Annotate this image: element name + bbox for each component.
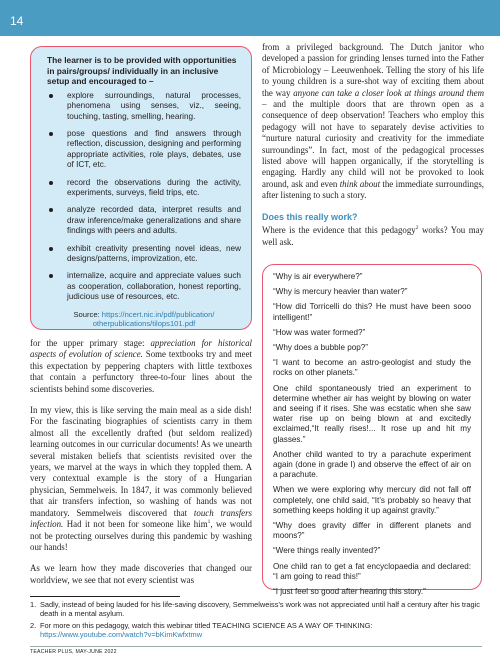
paragraph [30, 405, 252, 553]
bullet-icon [49, 94, 53, 98]
italic-text: touch transfers infection. [30, 507, 253, 530]
list-item-text: analyze recorded data, interpret results and draw inference/make generalizations and share findings with peers and adults. [67, 205, 241, 236]
page-footer: TEACHER PLUS, MAY-JUNE 2022 [30, 649, 117, 655]
footnote-ref: 2 [415, 225, 419, 232]
bullet-icon [49, 181, 53, 185]
text-run: works? You may well ask. [262, 225, 484, 247]
quote-item: One child spontaneously tried an experiment to determine whether air has weight by blowing on water and seeing if it rises. She was ecstatic when she saw water rise up on being blown at and excitedly exclaimed,“It really rises!... It rose up and hit my glasses.” [273, 383, 471, 444]
quote-item: “Why does a bubble pop?” [273, 343, 368, 353]
footnote-text: For more on this pedagogy, watch this webinar titled TEACHING SCIENCE AS A WAY OF THINKING: [40, 620, 373, 630]
section-heading: Does this really work? [262, 211, 358, 222]
quote-item: “I just feel so good after hearing this story.” [273, 587, 426, 597]
header-bar [0, 0, 500, 36]
learner-outcomes-box [30, 46, 252, 330]
paragraph [262, 42, 484, 202]
footnote-divider [30, 596, 180, 597]
bullet-icon [49, 274, 53, 278]
page-number: 14 [10, 14, 24, 28]
text-run: Had it not been for someone like him [63, 519, 208, 530]
text-run: – and the multiple doors that are thrown open as a consequence of deep observation! Teachers who employ this pedagogy will not have to separately devise activities to “nurture natural curiosity and creativity for the immediate surroundings”. In fact, most of the pedagogical processes listed above will happen organically, if the storytelling is engaging. Hardly any child will not be provoked to look around, ask and even [262, 99, 484, 189]
quote-item: “Were things really invented?” [273, 546, 381, 556]
paragraph: As we learn how they made discoveries that changed our worldview, we see that not every scientist was [30, 563, 252, 585]
quote-item: “Why is mercury heavier than water?” [273, 287, 408, 297]
bullet-icon [49, 132, 53, 136]
list-item [47, 129, 241, 171]
bullet-icon [49, 208, 53, 212]
text-run: In my view, this is like serving the main meal as a side dish! For the fascinating biographies of scientists carry in them almost all the excellently drafted (but seldom realized) learning outcomes in our curricular documents! As we unearth several mistaken beliefs that scientists revisited over the years, we marvel at the ways in which they toppled them. A very contextual example is the story of a Hungarian physician, Semmelweis. In 1847, it was commonly believed that air transfers infection, so washing of hands was not mandatory. Semmelweis discovered that [30, 405, 252, 518]
list-item-text: explore surroundings, natural processes, phenomena using senses, viz., seeing, touching, tasting, smelling, hearing. [67, 90, 241, 121]
learner-box-intro: The learner is to be provided with opportunities in pairs/groups/ individually in an inclusive setup and encouraged to – [47, 55, 237, 87]
text-run: from a privileged background. The Dutch janitor who developed a passion for grinding lenses turned into the Father of Microbiology – Leeuwenhoek. Telling the story of his life to young children is a sure-shot way of exciting them about the way [262, 42, 484, 98]
learner-box-list [47, 91, 241, 303]
quote-item: When we were exploring why mercury did not fall off completely, one child said, “It’s probably so heavy that something keeps holding it up against gravity.” [273, 485, 471, 515]
footnote [30, 600, 482, 619]
italic-text: think about [339, 178, 381, 189]
footnote-number: 1. [30, 600, 37, 609]
student-quotes-box [262, 264, 482, 597]
left-column-body [30, 338, 252, 596]
quote-item: “Why does gravity differ in different planets and moons?” [273, 521, 471, 541]
footnotes [30, 600, 482, 641]
webinar-link[interactable]: https://www.youtube.com/watch?v=bKimKwfxtmw [40, 629, 203, 639]
quote-item: “I want to become an astro-geologist and study the rocks on other planets.” [273, 358, 471, 378]
text-run: the immediate surroundings, after listening to such a story. [262, 178, 484, 201]
list-item-text: exhibit creativity presenting novel ideas, new designs/patterns, improvization, etc. [67, 243, 241, 264]
source-label: Source: [73, 309, 100, 319]
source-link[interactable]: https://ncert.nic.in/pdf/publication/ otherpublications/tilops101.pdf [92, 309, 215, 329]
list-item [47, 271, 241, 302]
italic-text: appreciation for historical aspects of evolution of science. [30, 338, 252, 360]
text-run: Some textbooks try and meet this expectation by peppering chapters with little textboxes that contain a perfunctory three-to-four lines about the scientists behind some discoveries. [30, 349, 252, 394]
list-item-text: internalize, acquire and appreciate values such as cooperation, collaboration, honest reporting, judicious use of resources, etc. [67, 271, 241, 302]
footnote [30, 621, 482, 640]
list-item [47, 205, 241, 236]
footnote-number: 2. [30, 620, 37, 630]
text-run: , we would not be protecting ourselves during this pandemic by washing our hands! [30, 519, 252, 552]
text-run: for the upper primary stage: [30, 338, 151, 348]
footnote-text: Sadly, instead of being lauded for his life-saving discovery, Semmelweiss’s work was not appreciated until half a century after his tragic death in a mental asylum. [40, 600, 480, 619]
right-column-body [262, 42, 484, 258]
italic-text: anyone can take a closer look at things around them [293, 87, 484, 98]
bullet-icon [49, 247, 53, 251]
list-item [47, 244, 241, 265]
quote-item: “How was water formed?” [273, 327, 366, 337]
quote-item: “How did Torricelli do this? He must have been sooo intelligent!” [273, 302, 471, 322]
footnote-ref: 1 [207, 519, 211, 526]
list-item [47, 91, 241, 122]
list-item-text: record the observations during the activity, experiments, surveys, field trips, etc. [67, 177, 241, 198]
source-line [47, 310, 241, 329]
paragraph [30, 338, 252, 395]
quote-item: Another child wanted to try a parachute experiment again (done in grade I) and observe the effect of air on a parachute. [273, 449, 471, 480]
paragraph [262, 225, 484, 248]
text-run: Where is the evidence that this pedagogy [262, 225, 416, 236]
footer-divider [30, 646, 482, 647]
quote-item: One child ran to get a fat encyclopaedia and declared: “I am going to read this!” [273, 561, 471, 581]
quote-item: “Why is air everywhere?” [273, 272, 363, 281]
list-item [47, 178, 241, 199]
list-item-text: pose questions and find answers through reflection, discussion, designing and performing appropriate activities, role plays, debates, use of ICT, etc. [67, 129, 241, 170]
